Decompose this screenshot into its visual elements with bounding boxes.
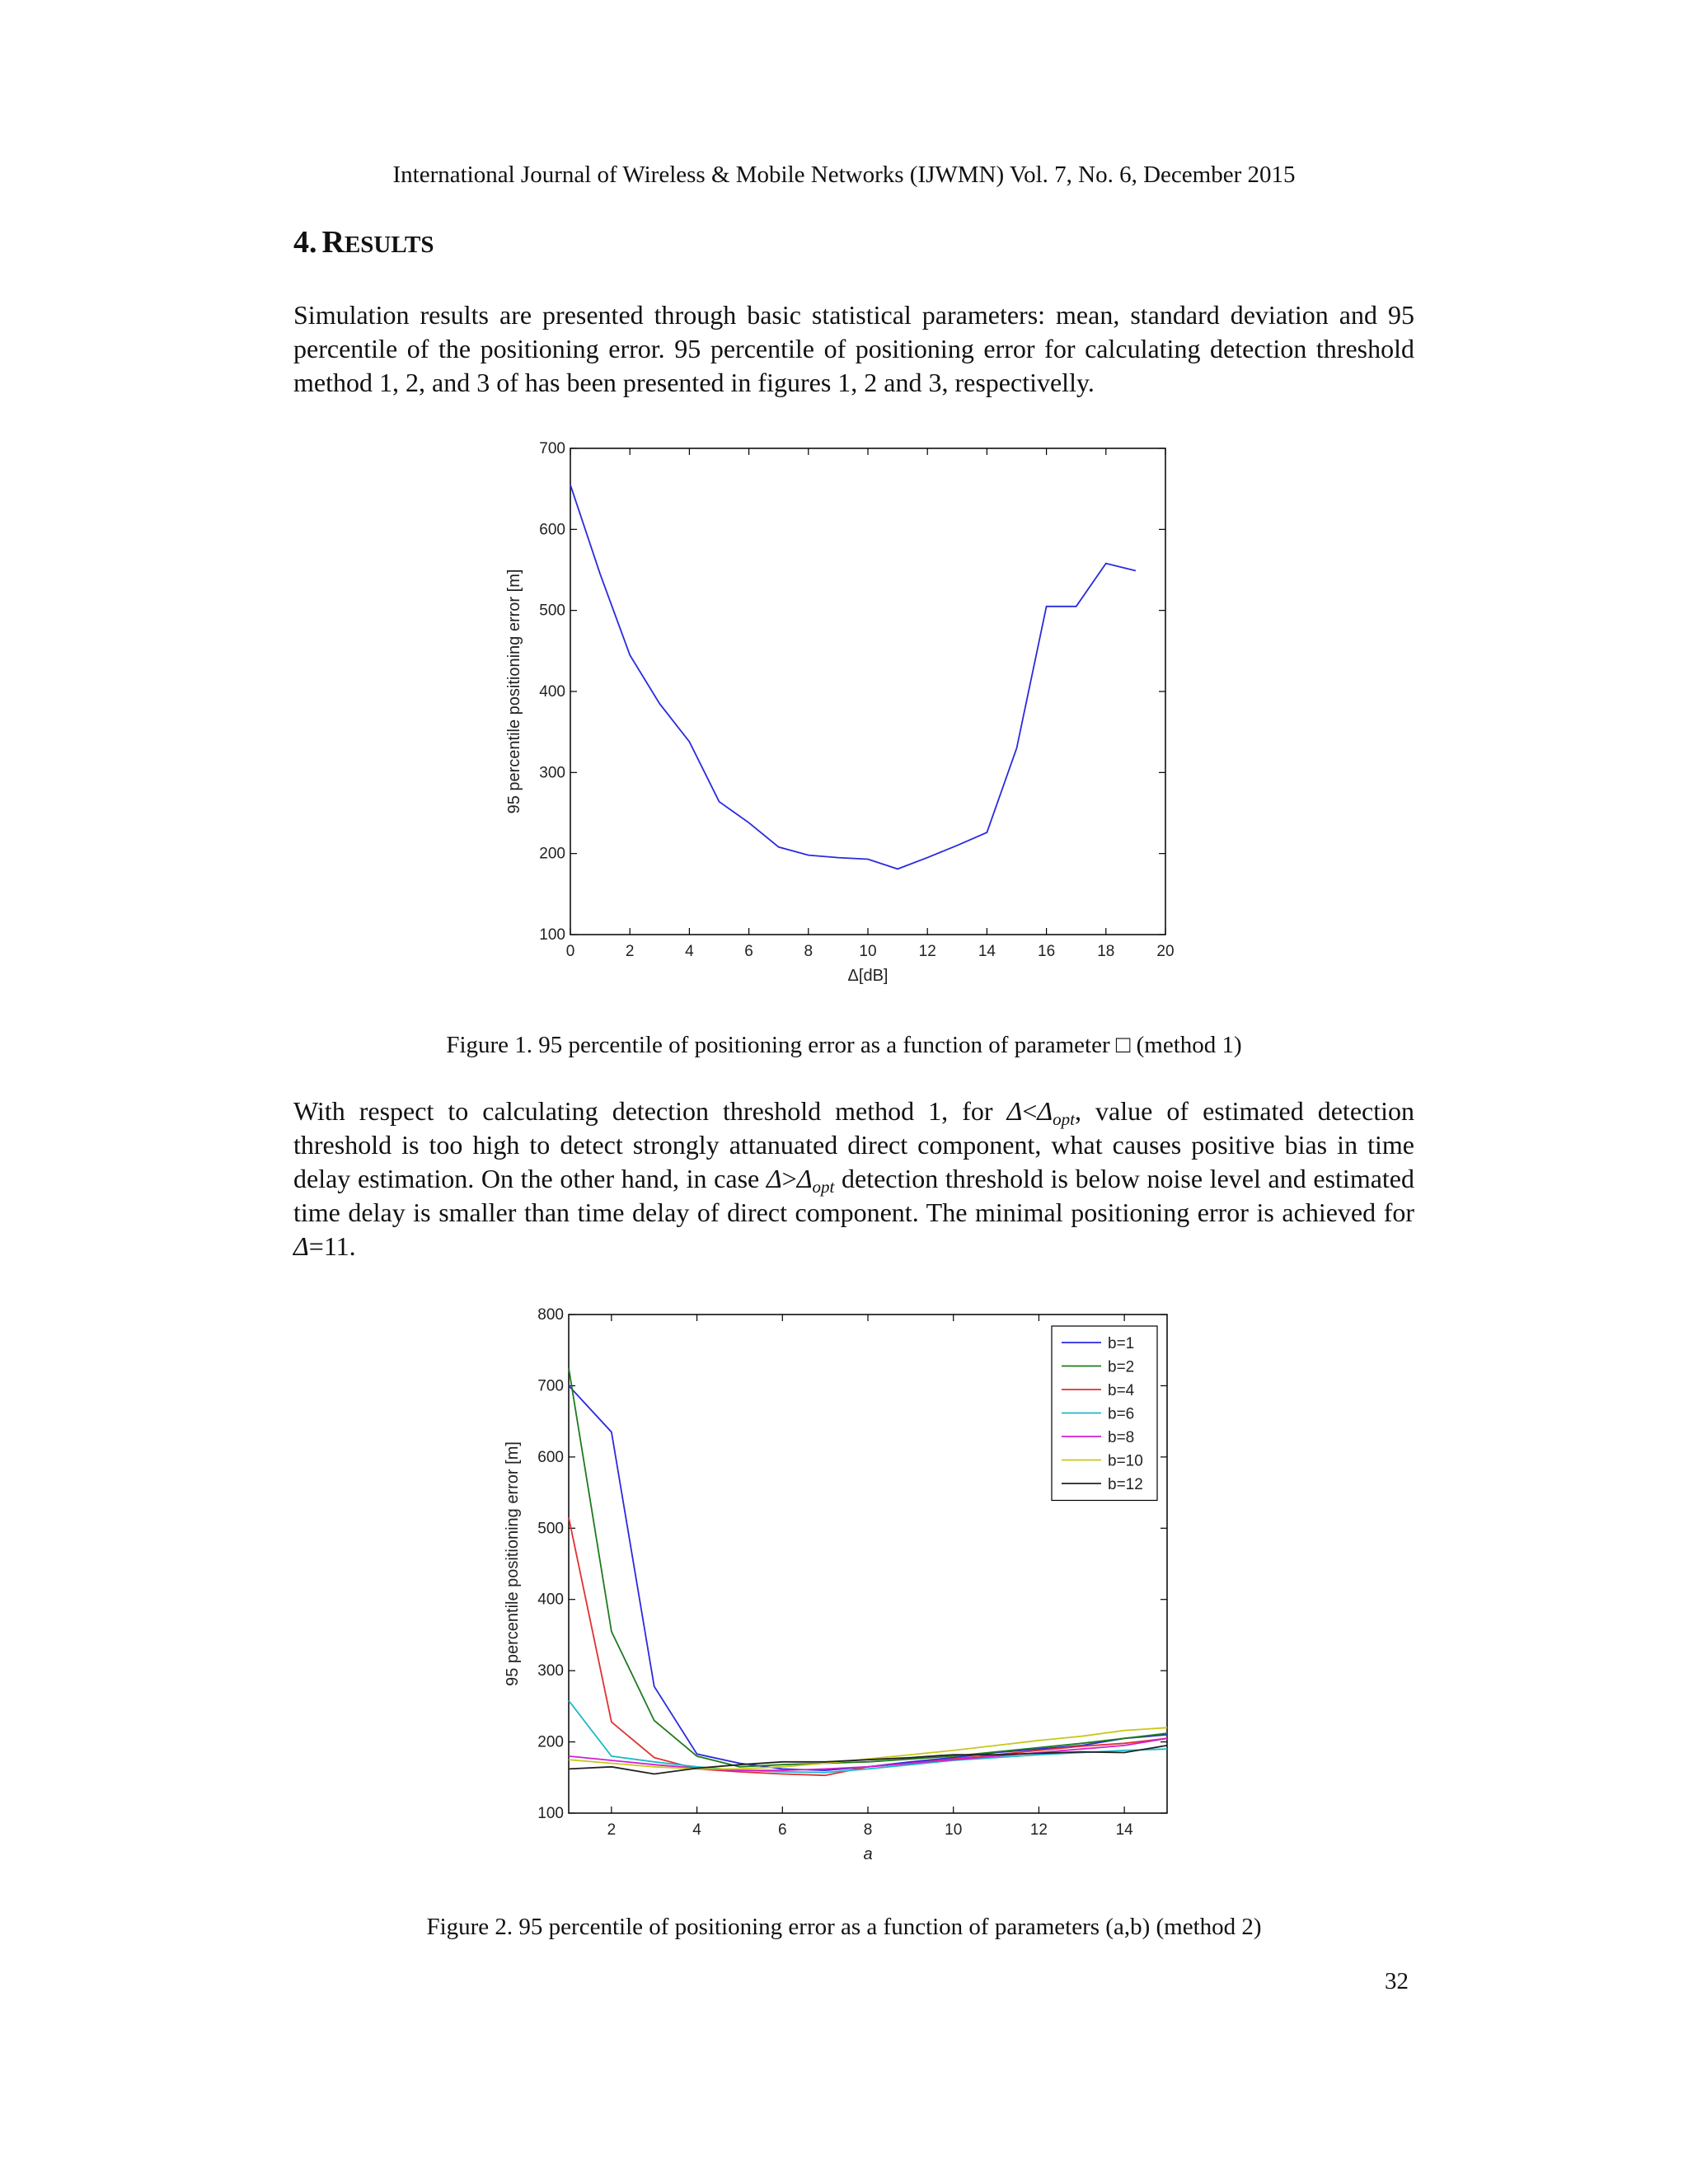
- delta-symbol: Δ: [796, 1164, 813, 1193]
- opt-subscript: opt: [1053, 1109, 1076, 1129]
- opt-subscript: opt: [812, 1177, 835, 1197]
- y-tick-label: 500: [539, 602, 565, 620]
- y-tick-label: 300: [539, 764, 565, 782]
- y-tick-label: 300: [537, 1662, 564, 1680]
- y-tick-label: 200: [537, 1733, 564, 1751]
- legend-label: b=12: [1108, 1476, 1143, 1493]
- page-number: 32: [1385, 1968, 1409, 1994]
- delta-symbol: Δ: [1037, 1096, 1053, 1126]
- paragraph-text: =11.: [308, 1231, 356, 1261]
- y-tick-label: 600: [539, 521, 565, 539]
- x-tick-label: 4: [685, 943, 694, 960]
- x-tick-label: 6: [744, 943, 753, 960]
- section-title-rest: ESULTS: [344, 232, 434, 258]
- delta-symbol: Δ: [1006, 1096, 1023, 1126]
- x-axis-label: Δ[dB]: [847, 967, 889, 985]
- x-tick-label: 0: [565, 943, 575, 960]
- greater-than-symbol: >: [781, 1164, 797, 1193]
- figure-2-caption: Figure 2. 95 percentile of positioning error as a function of parameters (a,b) (method 2): [426, 1914, 1262, 1940]
- paragraph-intro: Simulation results are presented through basic statistical parameters: mean, standard deviation and 95 percentile of the positioning error. 95 percentile of positioning error for calculating detection threshold method 1, 2, and 3 of has been presented in figures 1, 2 and 3, respectivelly.: [293, 300, 1414, 397]
- x-tick-label: 4: [692, 1821, 701, 1839]
- journal-header: International Journal of Wireless & Mobile Networks (IJWMN) Vol. 7, No. 6, December 2015: [392, 162, 1296, 188]
- x-axis-label: a: [863, 1845, 873, 1863]
- legend-label: b=1: [1108, 1335, 1135, 1352]
- x-tick-label: 8: [804, 943, 814, 960]
- y-tick-label: 600: [537, 1448, 564, 1466]
- y-tick-label: 100: [539, 926, 565, 944]
- legend-label: b=10: [1108, 1452, 1143, 1470]
- x-tick-label: 18: [1097, 943, 1115, 960]
- y-tick-label: 700: [537, 1377, 564, 1395]
- legend-label: b=6: [1108, 1405, 1135, 1423]
- y-axis-label: 95 percentile positioning error [m]: [505, 569, 523, 814]
- legend-label: b=2: [1108, 1358, 1135, 1376]
- x-tick-label: 14: [978, 943, 996, 960]
- y-tick-label: 200: [539, 845, 565, 863]
- x-tick-label: 10: [859, 943, 877, 960]
- paragraph-method-1: [293, 1094, 1414, 1263]
- x-tick-label: 2: [607, 1821, 617, 1839]
- x-tick-label: 20: [1156, 943, 1175, 960]
- x-tick-label: 2: [625, 943, 635, 960]
- paragraph-text: , value of estimated detection threshold is too high to detect strongly attanuated direct component, what causes positive bias in time delay estimation. On the other hand, in case: [293, 1096, 1415, 1193]
- paragraph-text: With respect to calculating detection threshold method 1, for: [293, 1096, 1007, 1126]
- y-axis-label: 95 percentile positioning error [m]: [504, 1441, 522, 1686]
- x-tick-label: 6: [777, 1821, 787, 1839]
- figure-1-caption: Figure 1. 95 percentile of positioning error as a function of parameter □ (method 1): [446, 1032, 1242, 1058]
- legend-label: b=4: [1108, 1382, 1135, 1399]
- y-tick-label: 400: [539, 683, 565, 701]
- x-tick-label: 10: [945, 1821, 963, 1839]
- y-tick-label: 700: [539, 440, 565, 457]
- figure-2-chart: [495, 1294, 1187, 1871]
- legend-label: b=8: [1108, 1429, 1135, 1446]
- x-tick-label: 16: [1038, 943, 1056, 960]
- y-tick-label: 400: [537, 1591, 564, 1609]
- x-tick-label: 12: [918, 943, 936, 960]
- x-tick-label: 8: [863, 1821, 873, 1839]
- y-tick-label: 800: [537, 1306, 564, 1324]
- delta-symbol: Δ: [766, 1164, 782, 1193]
- x-tick-label: 12: [1029, 1821, 1048, 1839]
- plot-frame: [570, 448, 1165, 935]
- section-title-initial: R: [321, 225, 345, 260]
- section-number: 4.: [293, 225, 317, 260]
- delta-symbol: Δ: [293, 1231, 309, 1261]
- figure-1-chart: [495, 429, 1187, 997]
- less-than-symbol: <: [1022, 1096, 1038, 1126]
- section-heading: [293, 224, 434, 260]
- x-tick-label: 14: [1115, 1821, 1133, 1839]
- paragraph-text: detection threshold is below noise level and estimated time delay is smaller than time delay of direct component. The minimal positioning error is achieved for: [293, 1164, 1414, 1227]
- y-tick-label: 100: [537, 1805, 564, 1822]
- y-tick-label: 500: [537, 1520, 564, 1538]
